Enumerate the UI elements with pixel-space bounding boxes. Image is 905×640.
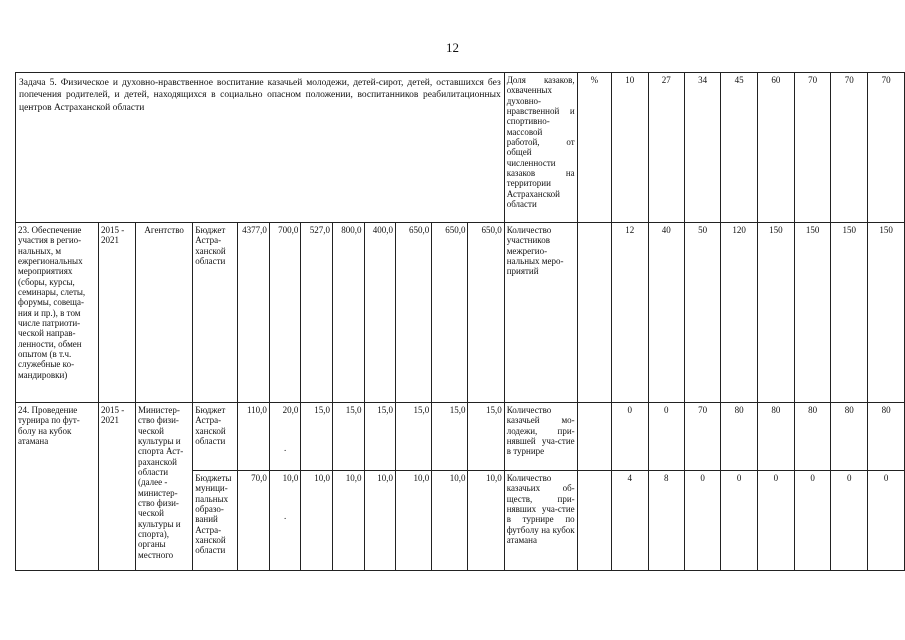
- task5-value: 70: [831, 73, 868, 223]
- row24-amount-a: 110,0: [238, 403, 270, 471]
- task5-text: Задача 5. Физическое и духовно-нравственное воспитание казачьей молодежи, детей-сирот, детей, оставшихся без попечения родителей, и детей, находящихся в социально опасном положении, воспитанников реабилитационных центров Астраханской области: [16, 73, 505, 223]
- row24-amount-a: [269, 403, 301, 471]
- row23-value: 150: [831, 223, 868, 403]
- row23-amount: 650,0: [468, 223, 504, 403]
- task5-unit: %: [577, 73, 611, 223]
- row23-amount: 800,0: [332, 223, 364, 403]
- row23-value: 50: [684, 223, 720, 403]
- row24-amount-a: 15,0: [301, 403, 333, 471]
- row23-value: 40: [648, 223, 684, 403]
- row24-indicator-a: Количество казачьей мо-лодежи, при-нявшей уча-стие в турнире: [504, 403, 577, 471]
- row24-amount-b: 10,0: [396, 471, 432, 571]
- row24-amount-b: 10,0: [301, 471, 333, 571]
- row24-value-a: 80: [721, 403, 758, 471]
- row24-value-b: 0: [758, 471, 795, 571]
- row24-amount-b: [269, 471, 301, 571]
- row23-amount: 4377,0: [238, 223, 270, 403]
- row24-amount-b-value: 10,0: [282, 473, 299, 483]
- row24-name: 24. Проведение турнира по фут-болу на кубок атамана: [16, 403, 99, 571]
- row24-amount-a: 15,0: [364, 403, 396, 471]
- row24-amount-a: 15,0: [332, 403, 364, 471]
- row24-amount-b: 10,0: [432, 471, 468, 571]
- row23-indicator: Количество участников межрегио-нальных меро-приятий: [504, 223, 577, 403]
- row23-amount: 650,0: [432, 223, 468, 403]
- row24-executor: Министер-ство физи-ческой культуры и спорта Аст-раханской области (далее - министер-ство физи-ческой культуры и спорта), органы местного: [136, 403, 193, 571]
- row23-period: 2015 - 2021: [99, 223, 136, 403]
- row24-value-b: 0: [721, 471, 758, 571]
- task5-value: 70: [868, 73, 905, 223]
- task5-value: 45: [721, 73, 758, 223]
- row23-value: 12: [612, 223, 648, 403]
- row24-amount-a-value: 20,0: [282, 405, 299, 415]
- row24-value-b: 0: [684, 471, 720, 571]
- row24-value-a: 0: [612, 403, 648, 471]
- task5-value: 34: [684, 73, 720, 223]
- row23-value: 120: [721, 223, 758, 403]
- task5-row: [16, 73, 905, 223]
- task5-value: 70: [794, 73, 831, 223]
- row24-value-a: 80: [868, 403, 905, 471]
- row24-source-a: Бюджет Астра-ханской области: [193, 403, 238, 471]
- scan-mark: .: [284, 443, 287, 454]
- row24-amount-a: 15,0: [432, 403, 468, 471]
- row23-source: Бюджет Астра-ханской области: [193, 223, 238, 403]
- row23-amount: 527,0: [301, 223, 333, 403]
- row24-value-b: 0: [794, 471, 831, 571]
- row24-amount-a: 15,0: [396, 403, 432, 471]
- row-23: [16, 223, 905, 403]
- row24-amount-b: 10,0: [468, 471, 504, 571]
- row24-indicator-b: Количество казачьих об-ществ, при-нявших уча-стие в турнире по футболу на кубок атамана: [504, 471, 577, 571]
- row24-value-a: 80: [794, 403, 831, 471]
- row24-value-b: 0: [831, 471, 868, 571]
- row24-unit-b: [577, 471, 611, 571]
- row24-value-a: 80: [758, 403, 795, 471]
- row23-amount: 400,0: [364, 223, 396, 403]
- task5-indicator: Доля казаков, охваченных духовно-нравственной и спортивно-массовой работой, от общей численности казаков на территории Астраханской области: [504, 73, 577, 223]
- scan-mark: .: [284, 511, 287, 522]
- task5-value: 60: [758, 73, 795, 223]
- row24-value-b: 0: [868, 471, 905, 571]
- row-24a: [16, 403, 905, 471]
- row24-unit-a: [577, 403, 611, 471]
- row23-amount: 700,0: [269, 223, 301, 403]
- row23-value: 150: [794, 223, 831, 403]
- row24-value-b: 8: [648, 471, 684, 571]
- row23-value: 150: [758, 223, 795, 403]
- row23-value: 150: [868, 223, 905, 403]
- row24-amount-b: 10,0: [332, 471, 364, 571]
- task5-value: 10: [612, 73, 648, 223]
- row24-amount-a: 15,0: [468, 403, 504, 471]
- row24-value-a: 70: [684, 403, 720, 471]
- row24-value-a: 80: [831, 403, 868, 471]
- row24-amount-b: 10,0: [364, 471, 396, 571]
- row23-name: 23. Обеспечение участия в регио-нальных, м ежрегиональных мероприятиях (сборы, курсы, семинары, слеты, форумы, совеща-ния и пр.), в том числе патриоти-ческой направ-ленности, обмен опытом (в т.ч. служебные ко-мандировки): [16, 223, 99, 403]
- row24-period: 2015 - 2021: [99, 403, 136, 571]
- row23-amount: 650,0: [396, 223, 432, 403]
- page-number: 12: [446, 40, 459, 55]
- row24-source-b: Бюджеты муници-пальных образо-ваний Астра-ханской области: [193, 471, 238, 571]
- program-table: [15, 72, 905, 571]
- row23-unit: [577, 223, 611, 403]
- row24-value-a: 0: [648, 403, 684, 471]
- row24-amount-b: 70,0: [238, 471, 270, 571]
- row23-executor: Агентство: [136, 223, 193, 403]
- row24-value-b: 4: [612, 471, 648, 571]
- task5-value: 27: [648, 73, 684, 223]
